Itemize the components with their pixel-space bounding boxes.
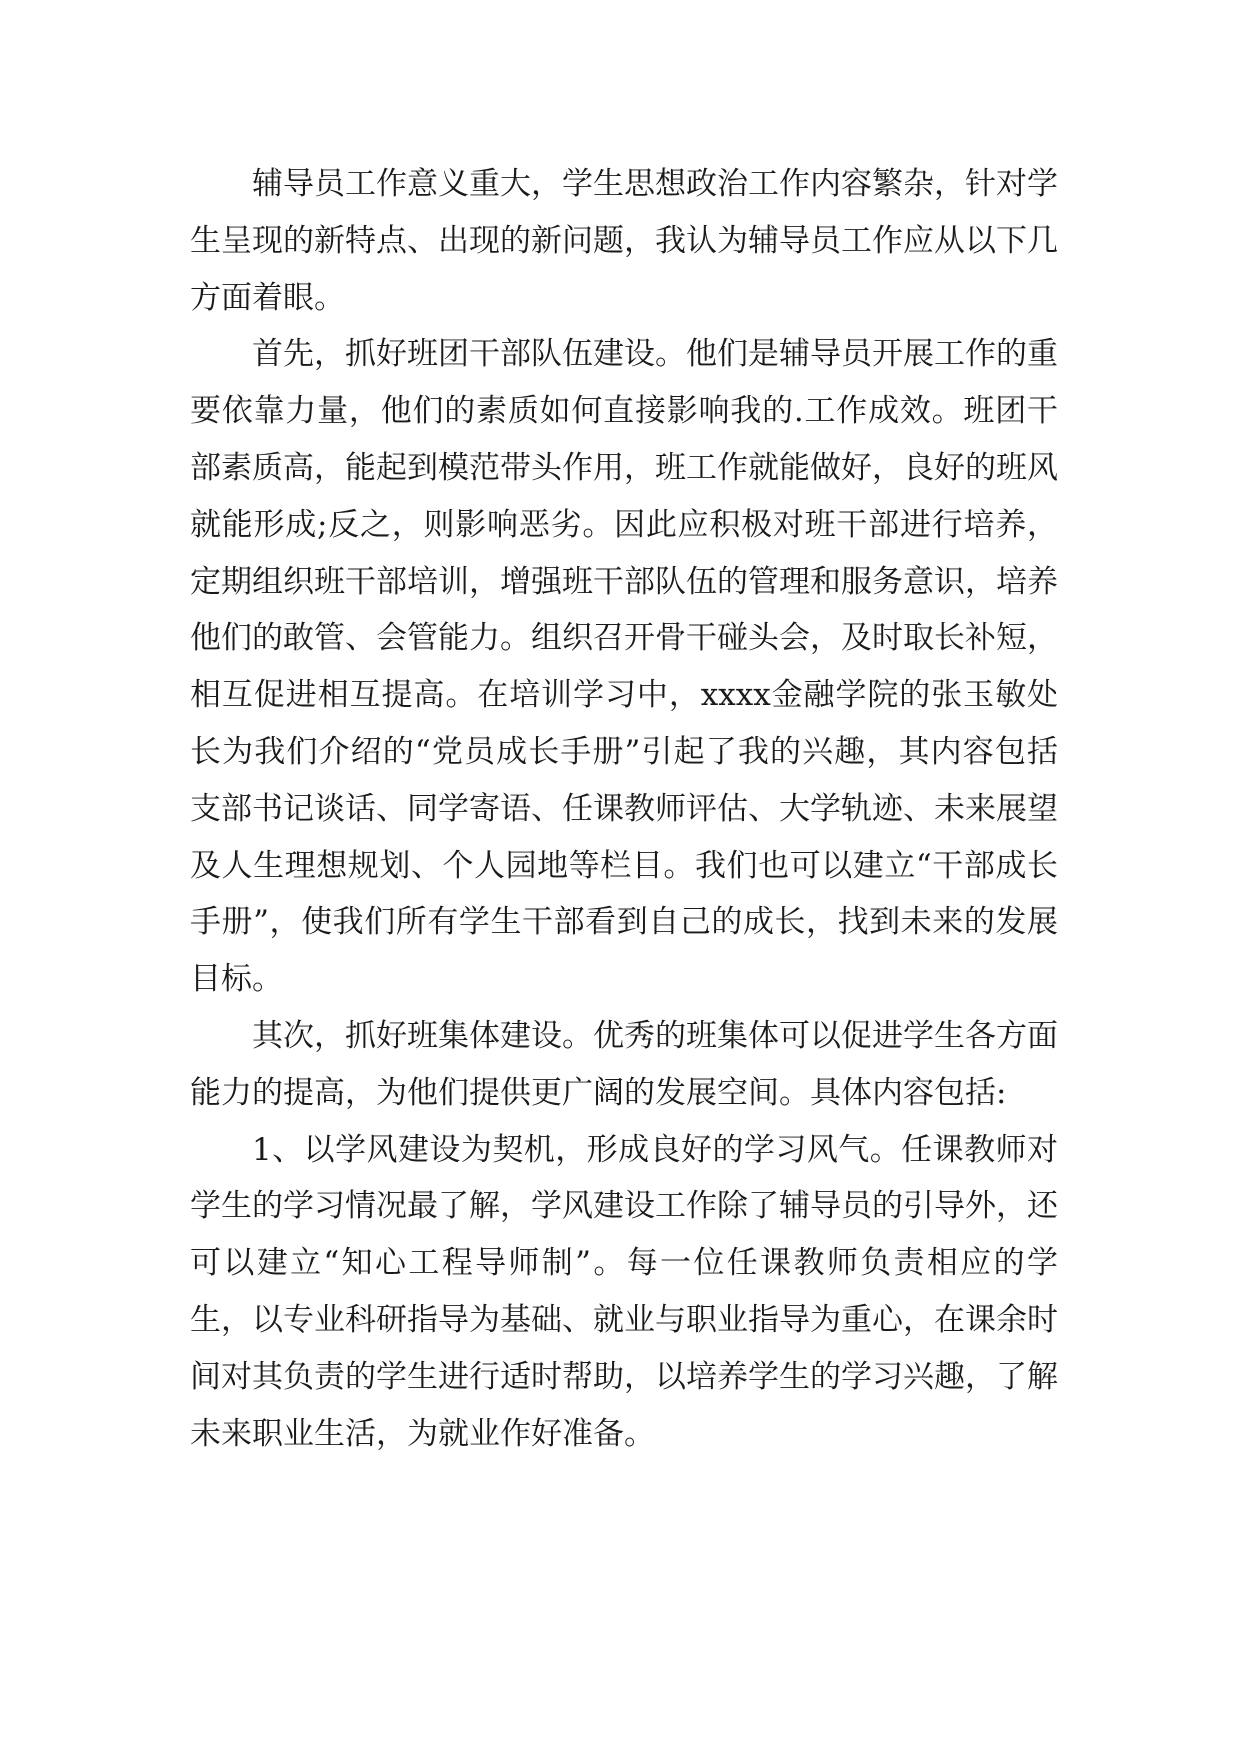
document-body [190,156,1058,1462]
paragraph-study-style: 1、以学风建设为契机，形成良好的学习风气。任课教师对学生的学习情况最了解，学风建设工作除了辅导员的引导外，还可以建立“知心工程导师制”。每一位任课教师负责相应的学生，以专业科研指导为基础、就业与职业指导为重心，在课余时间对其负责的学生进行适时帮助，以培养学生的学习兴趣，了解未来职业生活，为就业作好准备。 [190,1131,1058,1452]
paragraph-class-building: 其次，抓好班集体建设。优秀的班集体可以促进学生各方面能力的提高，为他们提供更广阔的发展空间。具体内容包括: [190,1017,1058,1111]
paragraph-cadre-building: 首先，抓好班团干部队伍建设。他们是辅导员开展工作的重要依靠力量，他们的素质如何直接影响我的.工作成效。班团干部素质高，能起到模范带头作用，班工作就能做好，良好的班风就能形成;反之，则影响恶劣。因此应积极对班干部进行培养，定期组织班干部培训，增强班干部队伍的管理和服务意识，培养他们的敢管、会管能力。组织召开骨干碰头会，及时取长补短，相互促进相互提高。在培训学习中，xxxx金融学院的张玉敏处长为我们介绍的“党员成长手册”引起了我的兴趣，其内容包括支部书记谈话、同学寄语、任课教师评估、大学轨迹、未来展望及人生理想规划、个人园地等栏目。我们也可以建立“干部成长手册”，使我们所有学生干部看到自己的成长，找到未来的发展目标。 [190,336,1058,998]
paragraph-intro: 辅导员工作意义重大，学生思想政治工作内容繁杂，针对学生呈现的新特点、出现的新问题，我认为辅导员工作应从以下几方面着眼。 [190,166,1058,316]
